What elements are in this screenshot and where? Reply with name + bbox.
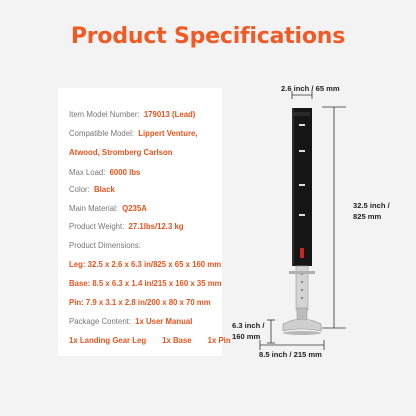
base-plate [283, 319, 321, 331]
spec-value: 179013 (Lead) [143, 110, 196, 119]
spec-label: Leg: [69, 260, 86, 269]
spec-label: Product Dimensions: [69, 241, 141, 250]
spec-value: Lippert Venture, [138, 129, 198, 138]
spec-value: 1x Base [162, 336, 192, 345]
spec-label: Max Load: [69, 168, 106, 177]
label-plate [300, 248, 304, 258]
leg-tube [292, 108, 312, 266]
spec-value: 32.5 x 2.6 x 6.3 in/825 x 65 x 160 mm [87, 260, 222, 269]
spec-value: 1x User Manual [135, 317, 193, 326]
dim-height-2: 825 mm [353, 212, 382, 221]
spec-label: Product Weight: [69, 222, 125, 231]
dim-height-1: 32.5 inch / [353, 201, 390, 210]
spec-value: Q235A [122, 204, 147, 213]
spec-value: 1x Pin [207, 336, 231, 345]
dim-base-height-2: 160 mm [232, 332, 261, 341]
spec-label: Item Model Number: [69, 110, 140, 119]
spec-label: Main Material: [69, 204, 118, 213]
spec-label: Color: [69, 185, 90, 194]
pin [289, 271, 315, 274]
spec-label: Pin: [69, 298, 84, 307]
dim-base-height-1: 6.3 inch / [232, 321, 265, 330]
dim-base-width: 8.5 inch / 215 mm [259, 350, 322, 359]
spec-value: 7.9 x 3.1 x 2.8 in/200 x 80 x 70 mm [85, 298, 211, 307]
spec-label: Package Content: [69, 317, 131, 326]
spec-value: 6000 lbs [109, 168, 141, 177]
spec-value: 1x Landing Gear Leg [69, 336, 147, 345]
spec-label: Compatible Model: [69, 129, 135, 138]
spec-value: 8.5 x 6.3 x 1.4 in/215 x 160 x 35 mm [92, 279, 222, 288]
dim-top-width: 2.6 inch / 65 mm [281, 84, 340, 93]
spec-value: Black [93, 185, 115, 194]
spec-value: 27.1lbs/12.3 kg [128, 222, 184, 231]
base-neck [297, 308, 307, 320]
page-title: Product Specifications [70, 24, 346, 49]
spec-label: Base: [69, 279, 91, 288]
spec-value: Atwood, Stromberg Carlson [69, 148, 173, 157]
